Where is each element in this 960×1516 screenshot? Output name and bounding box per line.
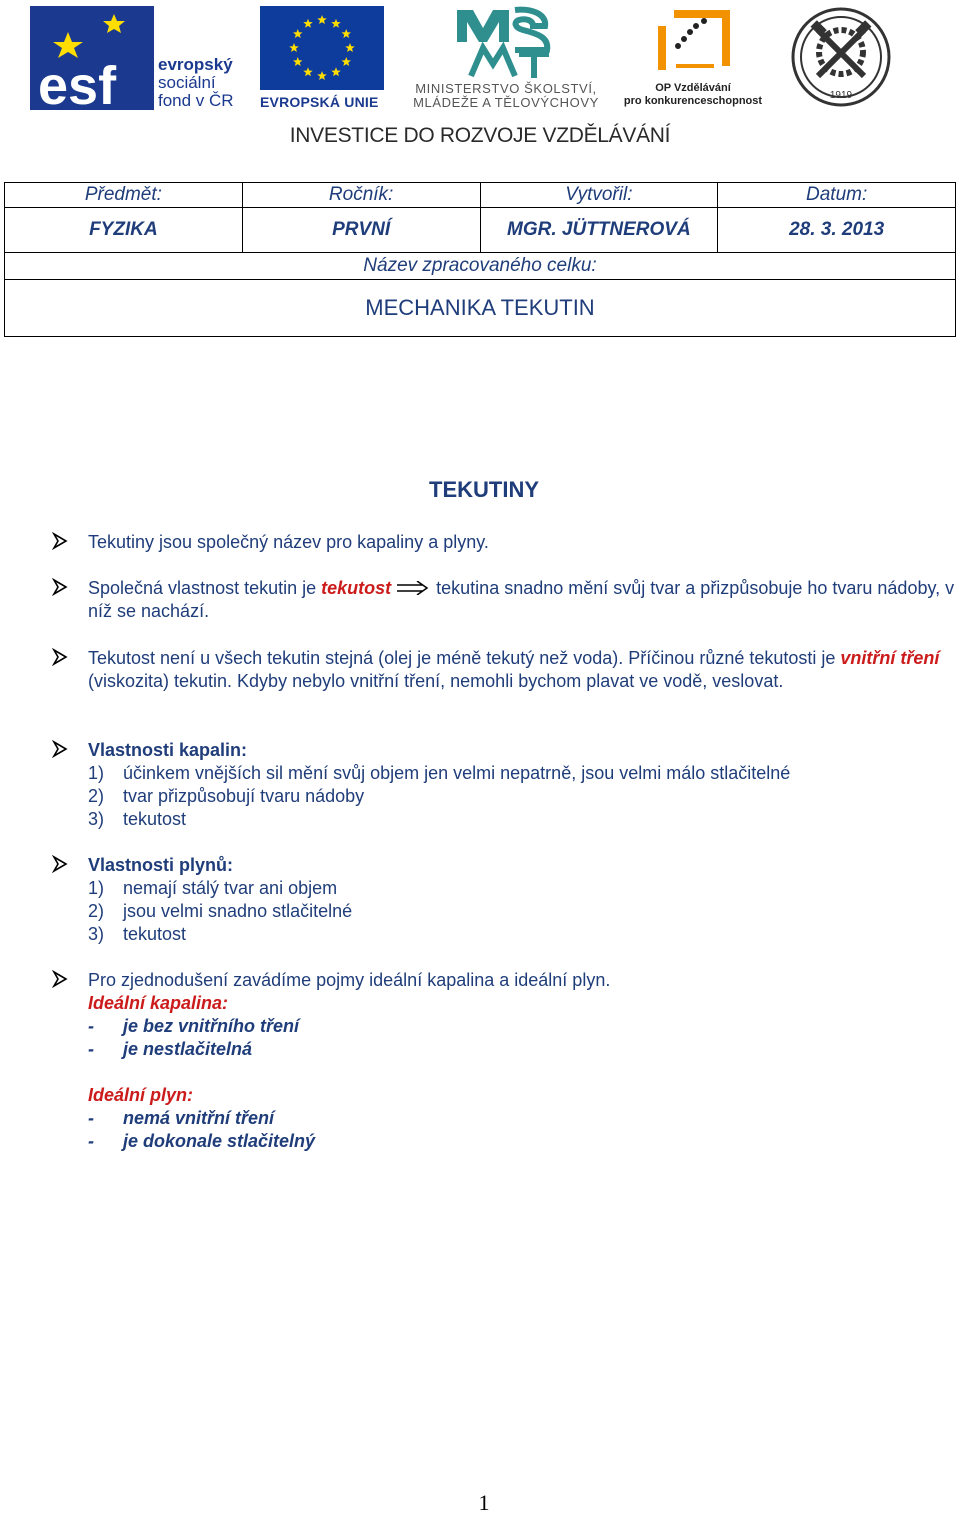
msmt-text: [395, 82, 617, 110]
info-label-row: [5, 183, 956, 208]
value-rocnik: PRVNÍ: [242, 208, 480, 253]
eu-flag-icon: [260, 6, 384, 90]
bullet-item: [52, 531, 952, 555]
section-heading: TEKUTINY: [429, 477, 539, 502]
numbered-item: [88, 900, 956, 923]
numbered-item: [88, 877, 956, 900]
celek-label: Název zpracovaného celku:: [5, 253, 956, 280]
bullet-text-post: tekutina snadno mění svůj tvar a přizpůsobuje ho tvaru nádoby, v níž se nachází.: [88, 578, 955, 621]
esf-logo: [30, 6, 250, 110]
dash-item: [88, 1015, 956, 1038]
bullet-text-pre: Tekutost není u všech tekutin stejná (olej je méně tekutý než voda). Příčinou různé tekutosti je: [88, 648, 841, 668]
bullet-text: [88, 739, 956, 831]
msmt-line-1: MINISTERSTVO ŠKOLSTVÍ,: [415, 81, 597, 96]
arrow-bullet-icon: [52, 855, 68, 873]
bullet-text: [88, 854, 956, 946]
arrow-bullet-icon: [52, 578, 68, 596]
info-table: [4, 182, 956, 337]
page-number: 1: [478, 1490, 490, 1515]
ideal-plyn-title: Ideální plyn:: [88, 1085, 194, 1105]
label-vytvoril: Vytvořil:: [480, 183, 718, 208]
investment-banner: INVESTICE DO ROZVOJE VZDĚLÁVÁNÍ: [289, 124, 671, 147]
arrow-bullet-icon: [52, 740, 68, 758]
ideal-intro: Pro zjednodušení zavádíme pojmy ideální kapalina a ideální plyn.: [88, 970, 611, 990]
arrow-bullet-icon: [52, 648, 68, 666]
esf-line-2: sociální: [158, 73, 216, 92]
value-predmet: FYZIKA: [5, 208, 243, 253]
esf-text: [158, 56, 234, 110]
esf-line-1: evropský: [158, 55, 233, 74]
msmt-logo: [395, 6, 617, 110]
svg-text:esf: esf: [38, 56, 117, 110]
info-value-row: [5, 208, 956, 253]
arrow-bullet-icon: [52, 532, 68, 550]
dash-mark: -: [88, 1131, 94, 1151]
bullet-text-post: (viskozita) tekutin. Kdyby nebylo vnitřní tření, nemohli bychom plavat ve vodě, veslovat.: [88, 671, 784, 691]
label-datum: Datum:: [718, 183, 956, 208]
dash-mark: -: [88, 1016, 94, 1036]
dash-text: nemá vnitřní tření: [123, 1108, 275, 1128]
bullet-text: [88, 647, 956, 693]
value-datum: 28. 3. 2013: [718, 208, 956, 253]
esf-flag-icon: [30, 6, 154, 110]
celek-title: MECHANIKA TEKUTIN: [5, 280, 956, 337]
item-number: 3): [88, 924, 105, 944]
numbered-item: [88, 762, 956, 785]
bullet-item: [52, 969, 952, 1159]
seal-year: 1919: [829, 90, 853, 101]
arrow-bullet-icon: [52, 970, 68, 988]
item-number: 1): [88, 763, 105, 783]
dash-text: je bez vnitřního tření: [123, 1016, 300, 1036]
msmt-line-2: MLÁDEŽE A TĚLOVÝCHOVY: [413, 95, 599, 110]
dash-text: je nestlačitelná: [123, 1039, 253, 1059]
op-line-1: OP Vzdělávání: [655, 82, 731, 94]
bullet-text-pre: Společná vlastnost tekutin je: [88, 578, 322, 598]
label-rocnik: Ročník:: [242, 183, 480, 208]
item-text: účinkem vnějších sil mění svůj objem jen velmi nepatrně, jsou velmi málo stlačitelné: [123, 763, 791, 783]
dash-text: je dokonale stlačitelný: [123, 1131, 316, 1151]
bullet-item: [52, 577, 955, 625]
dash-mark: -: [88, 1108, 94, 1128]
term-vnitrni-treni: vnitřní tření: [840, 648, 940, 668]
item-text: nemají stálý tvar ani objem: [123, 878, 338, 898]
item-number: 3): [88, 809, 105, 829]
numbered-item: [88, 808, 956, 831]
kapaliny-title: Vlastnosti kapalin:: [88, 740, 248, 760]
item-number: 1): [88, 878, 105, 898]
ideal-kapalina-title: Ideální kapalina:: [88, 993, 229, 1013]
op-mark-icon: [654, 6, 734, 78]
op-text: [622, 82, 764, 108]
dash-item: [88, 1107, 956, 1130]
bullet-text: [88, 969, 956, 1153]
value-vytvoril: MGR. JÜTTNEROVÁ: [480, 208, 718, 253]
item-text: tvar přizpůsobují tvaru nádoby: [123, 786, 365, 806]
op-logo: [622, 6, 764, 110]
msmt-mark-icon: [453, 6, 553, 80]
esf-line-3: fond v ČR: [158, 91, 234, 110]
bullet-item: [52, 739, 952, 835]
item-text: tekutost: [123, 809, 187, 829]
bullet-item: [52, 854, 952, 950]
label-predmet: Předmět:: [5, 183, 243, 208]
numbered-item: [88, 923, 956, 946]
plyny-title: Vlastnosti plynů:: [88, 855, 234, 875]
dash-mark: -: [88, 1039, 94, 1059]
term-tekutost: tekutost: [321, 578, 392, 598]
eu-text: EVROPSKÁ UNIE: [260, 94, 379, 110]
bullet-item: [52, 647, 952, 717]
school-seal-logo: [790, 6, 892, 108]
item-text: tekutost: [123, 924, 187, 944]
item-text: jsou velmi snadno stlačitelné: [123, 901, 353, 921]
numbered-item: [88, 785, 956, 808]
implies-arrow-icon: [397, 581, 429, 595]
logo-band: [0, 0, 960, 160]
op-line-2: pro konkurenceschopnost: [623, 95, 763, 107]
bullet-text: Tekutiny jsou společný název pro kapaliny a plyny.: [88, 532, 489, 552]
gear-hammer-seal-icon: [790, 6, 892, 108]
bullet-text: [88, 577, 956, 623]
dash-item: [88, 1038, 956, 1061]
item-number: 2): [88, 901, 105, 921]
eu-logo: [260, 6, 384, 110]
dash-item: [88, 1130, 956, 1153]
item-number: 2): [88, 786, 105, 806]
